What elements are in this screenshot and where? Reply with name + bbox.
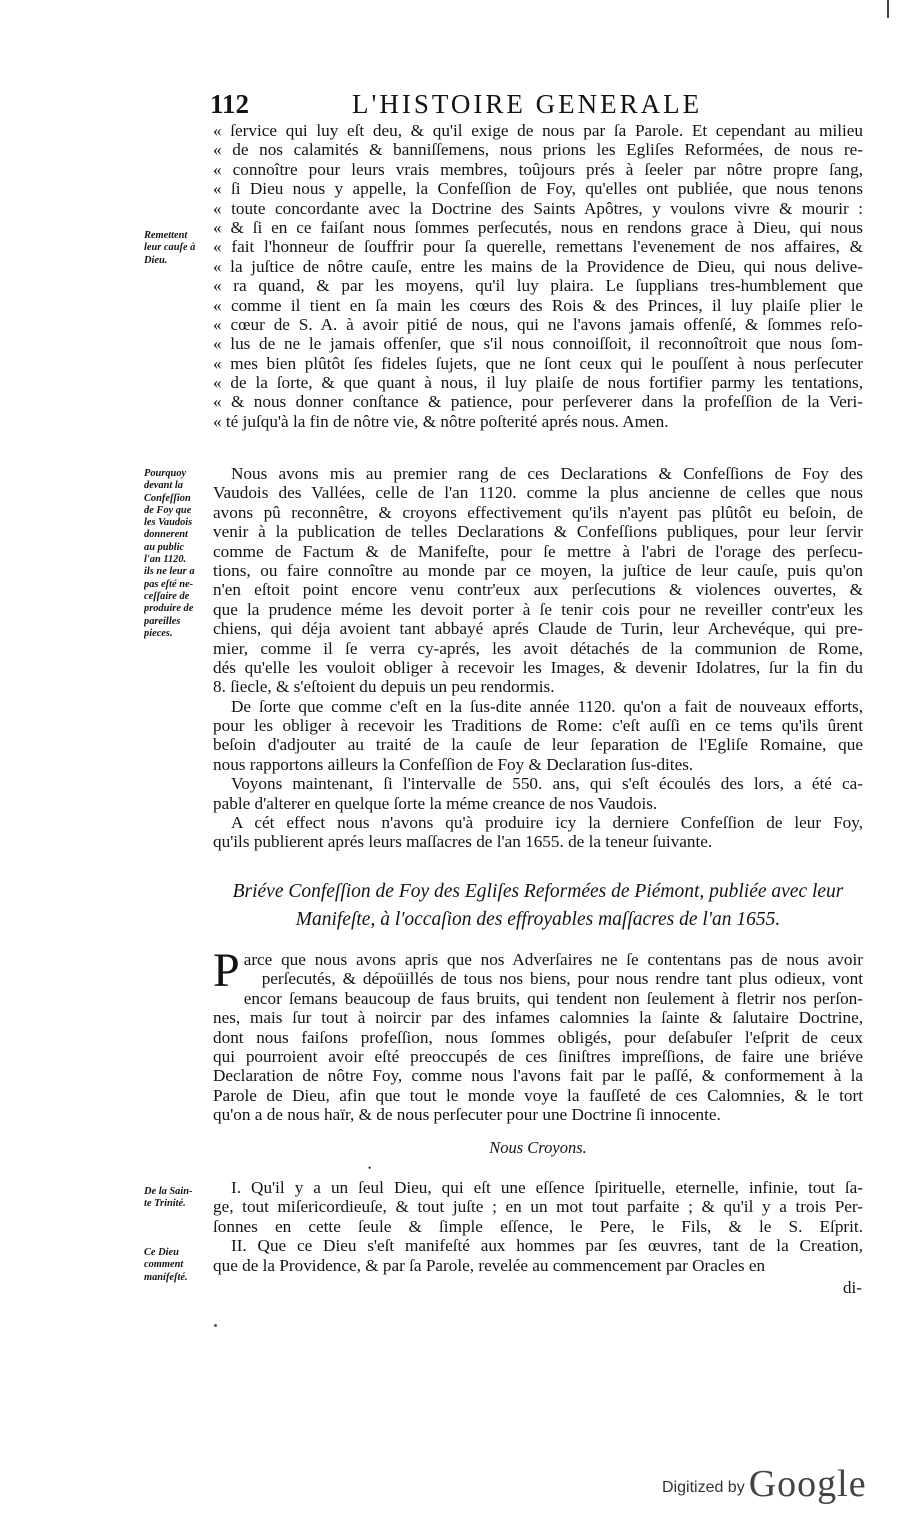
margin-note-line: pareilles: [144, 615, 181, 627]
preface-line: perſecutés, & dépoüillés de tous nos biens, pour nous rendre tant plus odieux, vont: [261, 969, 863, 989]
quoted-line: « té juſqu'à la fin de nôtre vie, & nôtre poſterité aprés nous. Amen.: [213, 411, 669, 431]
narrative-line: avons pû reconnêtre, & croyons effectivement qu'ils n'ayent pas plûtôt eu beſoin, de: [213, 502, 863, 522]
narrative-line: tions, ou faire connoître au monde par ce moyen, la juſtice de leur cauſe, puis qu'on: [213, 560, 863, 580]
article-line: I. Qu'il y a un ſeul Dieu, qui eſt une eſſence ſpirituelle, eternelle, infinie, tout ſa-: [231, 1178, 863, 1197]
digitized-watermark: [662, 1462, 867, 1508]
margin-note-line: comment: [144, 1259, 184, 1271]
narrative-line: dés qu'elle les vouloit obliger à recevoir les Images, & devenir Idolatres, ſur la fin du: [213, 657, 863, 677]
running-title: L'HISTOIRE GENERALE: [352, 89, 703, 119]
margin-note-line: manifeſté.: [144, 1271, 188, 1283]
watermark-prefix: Digitized by: [662, 1479, 745, 1496]
quoted-line: « connoître pour leurs vrais membres, toûjours prés à ſeeler par nôtre propre ſang,: [213, 159, 863, 179]
margin-note-dieu-manifeste: [144, 1247, 210, 1284]
drop-cap: P: [213, 944, 240, 997]
narrative-line: mier, comme il ſe verra cy-aprés, les avoit détachés de la communion de Rome,: [213, 638, 863, 658]
narrative-line: beſoin d'adjouter au traité de la cauſe de leur ſeparation de l'Egliſe Romaine, que: [213, 735, 863, 755]
quoted-declaration: [213, 121, 863, 431]
narrative-line: 8. ſiecle, & s'eſtoient du depuis un peu rendormis.: [213, 677, 555, 697]
preface-line: dont nous faiſons profeſſion, nous ſommes obligés, pour deſabuſer l'eſprit de ceux: [213, 1027, 863, 1047]
quoted-line: « cœur de S. A. à avoir pitié de nous, qui ne l'avons jamais offenſé, & ſommes reſo-: [213, 314, 863, 334]
preface-line: qu'on a de nous haïr, & de nous perſecuter pour une Doctrine ſi innocente.: [213, 1105, 721, 1125]
margin-note-line: devant la: [144, 480, 183, 492]
narrative-line: qu'ils publierent aprés leurs maſſacres de l'an 1655. de la teneur ſuivante.: [213, 832, 713, 852]
quoted-line: « toute concordante avec la Doctrine des Saints Apôtres, y voulons vivre & mourir :: [213, 198, 863, 218]
narrative-line: Vaudois des Vallées, celle de l'an 1120. comme la plus ancienne de celles que nous: [213, 483, 863, 503]
margin-note-line: les Vaudois: [144, 517, 193, 529]
margin-note-line: de Foy que: [144, 504, 192, 516]
article-line: ſonnes en cette ſeule & ſimple eſſence, le Pere, le Fils, & le S. Eſprit.: [213, 1216, 863, 1236]
article-line: que de la Providence, & par ſa Parole, revelée au commencement par Oracles en: [213, 1255, 766, 1275]
narrative-line: De ſorte que comme c'eſt en la ſus-dite année 1120. qu'on a fait de nouveaux efforts,: [231, 696, 863, 716]
preface-line: arce que nous avons apris que nos Adverſaires ne ſe contentans pas de nous avoir: [243, 950, 863, 969]
preface-line: qui pourroient avoir eſté preoccupés de ces ſiniſtres impreſſions, de faire une briéve: [213, 1046, 863, 1066]
confession-preface: [213, 944, 863, 1125]
margin-note-line: leur cauſe à: [144, 242, 196, 254]
quoted-line: « ſi Dieu nous y appelle, la Confeſſion de Foy, qu'elles ont publiée, que nous tenons: [213, 179, 863, 199]
narrative-line: pour les obliger à recevoir les Traditions de Rome: c'eſt auſſi en ce tems qu'ils ûrent: [213, 716, 863, 736]
quoted-line: « ra quand, & par les moyens, qu'il luy plaira. Le ſupplians tres-humblement que: [213, 276, 863, 296]
catchword: di-: [843, 1278, 862, 1297]
narrative-line: n'en eſtoit point encore venu contr'eux aux perſecutions & violences ouvertes, &: [213, 580, 863, 600]
margin-note-line: produire de: [144, 603, 194, 615]
narrative-line: nous rapportons ailleurs la Confeſſion de Foy & Declaration ſus-dites.: [213, 754, 694, 774]
narrative-line: comme de Factum & de Manifeſte, pour ſe mettre à l'abri de l'orage des perſecu-: [213, 541, 863, 561]
margin-note-trinite: [144, 1186, 210, 1211]
narrative-line: pable d'alterer en quelque ſorte la méme creance de nos Vaudois.: [213, 793, 658, 813]
quoted-line: « mes bien plûtôt ſes fideles ſujets, que ne ſont ceux qui le pouſſent à nous perſecuter: [213, 353, 863, 373]
section-title: [213, 878, 863, 934]
quoted-line: « la juſtice de nôtre cauſe, entre les mains de la Providence de Dieu, qui nous delive-: [213, 256, 863, 276]
page-edge-mark: [887, 0, 889, 18]
quoted-line: « comme il tient en ſa main les cœurs des Rois & des Princes, il luy plaiſe plier le: [213, 295, 863, 315]
margin-note-line: ils ne leur a: [144, 566, 195, 578]
quoted-line: « & nous donner conſtance & patience, pour perſeverer dans la profeſſion de la Veri-: [213, 392, 863, 412]
narrative-line: Voyons maintenant, ſi l'intervalle de 550. ans, qui s'eſt écoulés des lors, a été ca-: [231, 774, 863, 794]
margin-note-line: pieces.: [144, 627, 173, 639]
margin-note-line: De la Sain-: [144, 1186, 193, 1197]
margin-note-line: Remettent: [144, 230, 188, 241]
narrative-line: Nous avons mis au premier rang de ces Declarations & Confeſſions de Foy des: [231, 464, 863, 483]
bullet-mark: •: [368, 1163, 372, 1173]
narrative-text: [213, 464, 863, 852]
quoted-line: « de la ſorte, & que quant à nous, il luy plaiſe de nous fortifier parmy les tentations,: [213, 373, 863, 393]
narrative-line: venir à la publication de telles Declarations & Confeſſions publiques, pour leur ſervir: [213, 522, 863, 542]
margin-note-line: Ce Dieu: [144, 1247, 179, 1258]
margin-note-pourquoy: [144, 468, 210, 640]
margin-note-line: te Trinité.: [144, 1198, 186, 1210]
quoted-line: « ſervice qui luy eſt deu, & qu'il exige de nous par ſa Parole. Et cependant au milieu: [213, 121, 863, 140]
page-header: [210, 86, 860, 122]
margin-note-line: pas eſté ne-: [144, 578, 194, 590]
margin-note-remettent: [144, 230, 210, 267]
narrative-line: que la prudence méme les devoit porter à ſe tenir cois pour ne reveiller contr'eux les: [213, 599, 863, 619]
quoted-line: « fait l'honneur de ſouffrir pour ſa querelle, remettans l'evenement de nos affaires, &: [213, 237, 863, 257]
margin-note-line: au public: [144, 541, 185, 553]
section-title-line: Briéve Confeſſion de Foy des Egliſes Reformées de Piémont, publiée avec leur: [232, 881, 844, 902]
narrative-line: chiens, qui déja avoient tant abbayé aprés Claude de Turin, leur Archevéque, qui pre-: [213, 619, 863, 639]
margin-note-line: Dieu.: [144, 254, 168, 266]
preface-line: nes, mais ſur tout à noircir par des infames calomnies la ſainte & ſalutaire Doctrine,: [213, 1008, 863, 1028]
preface-line: Declaration de nôtre Foy, comme nous l'avons fait par le paſſé, & conformement à la: [213, 1066, 863, 1086]
margin-note-line: ceſſaire de: [144, 590, 190, 602]
margin-note-line: Confeſſion: [144, 492, 191, 504]
quoted-line: « lus de ne le jamais offenſer, que s'il nous connoiſſoit, il reconnoîtroit que nous ſom-: [213, 334, 863, 354]
subheading-nous-croyons: Nous Croyons.: [489, 1138, 587, 1157]
preface-line: Parole de Dieu, afin que tout le monde voye la fauſſeté de ces Calomnies, & le tort: [213, 1085, 863, 1105]
article-line: II. Que ce Dieu s'eſt manifeſté aux hommes par ſes œuvres, tant de la Creation,: [231, 1236, 863, 1256]
ink-speck: [214, 1324, 217, 1327]
quoted-line: « & ſi en ce faiſant nous ſommes perſecutés, nous en rendons grace à Dieu, qui nous: [213, 217, 863, 237]
articles-text: [213, 1178, 863, 1275]
narrative-line: A cét effect nous n'avons qu'à produire icy la derniere Confeſſion de leur Foy,: [231, 813, 863, 833]
margin-note-line: donnerent: [144, 529, 188, 541]
quoted-line: « de nos calamités & banniſſemens, nous prions les Egliſes Reformées, de nous re-: [213, 140, 863, 160]
google-logo: Google: [748, 1463, 867, 1505]
page-number: 112: [210, 89, 250, 119]
article-line: ge, tout miſericordieuſe, & tout juſte ; en un mot tout parfaite ; & qu'il y a trois Per-: [213, 1197, 863, 1217]
margin-note-line: l'an 1120.: [144, 554, 187, 566]
preface-line: encor ſemans beaucoup de faus bruits, qui tendent non ſeulement à fletrir nos perſon-: [243, 988, 863, 1008]
section-title-line: Manifeſte, à l'occaſion des effroyables maſſacres de l'an 1655.: [295, 909, 781, 930]
margin-note-line: Pourquoy: [144, 468, 187, 479]
